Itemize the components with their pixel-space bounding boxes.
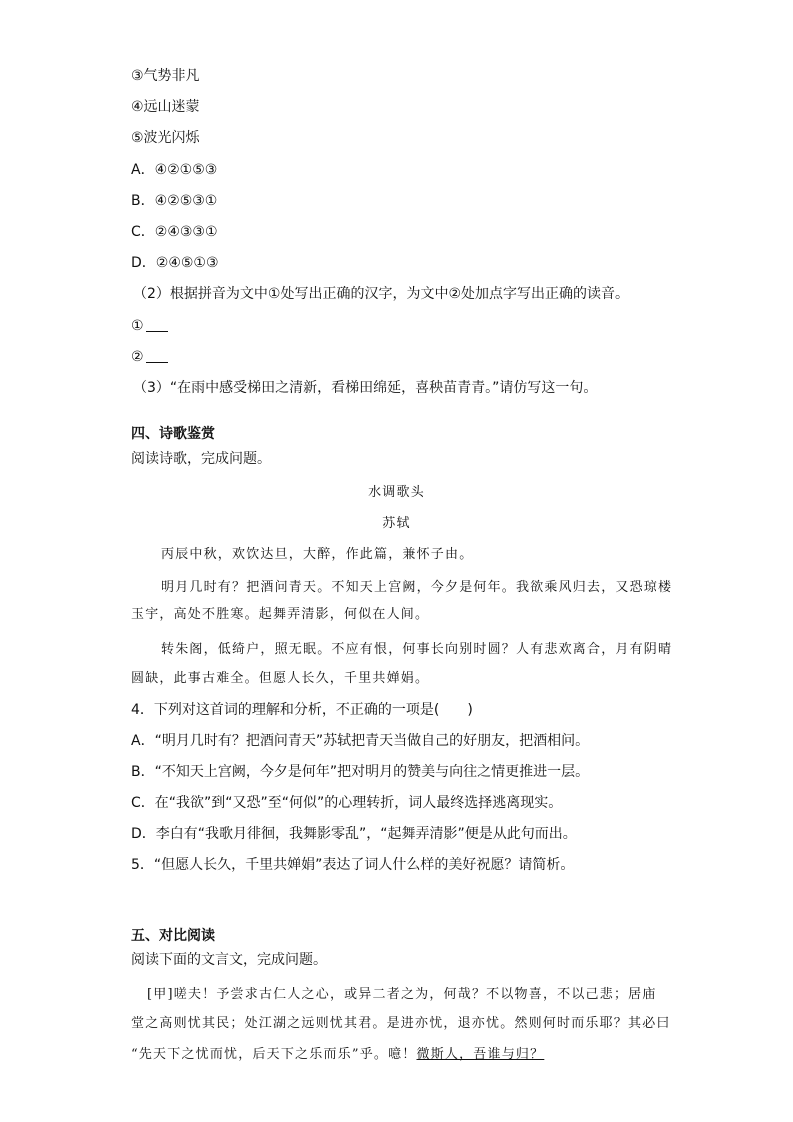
q4-option-c: C．在“我欲”到“又恐”至“何似”的心理转折，词人最终选择逃离现实。	[131, 795, 563, 811]
blank-label: ①	[131, 318, 144, 334]
option-list-item: ④远山迷蒙	[131, 99, 200, 115]
blank-line[interactable]	[146, 317, 168, 332]
q4-option-a: A．“明月几时有？把酒问青天”苏轼把青天当做自己的好朋友，把酒相问。	[131, 733, 590, 749]
classical-text-line-last	[131, 1045, 544, 1065]
classical-text-line: 堂之高则忧其民；处江湖之远则忧其君。是进亦忧，退亦忧。然则何时而乐耶？其必曰	[131, 1016, 671, 1031]
question-4-stem: 4．下列对这首词的理解和分析，不正确的一项是( )	[131, 702, 473, 718]
poem-line: 明月几时有？把酒问青天。不知天上宫阙，今夕是何年。我欲乘风归去，又恐琼楼	[161, 580, 673, 595]
poem-line: 转朱阁，低绮户，照无眠。不应有恨，何事长向别时圆？人有悲欢离合，月有阴晴	[161, 642, 673, 657]
question-3-2: （2）根据拼音为文中①处写出正确的汉字，为文中②处加点字写出正确的读音。	[133, 286, 630, 302]
poem-line: 玉宇，高处不胜寒。起舞弄清影，何似在人间。	[131, 607, 430, 622]
classical-text-span: “先天下之忧而忧，后天下之乐而乐”乎。噫！	[131, 1047, 417, 1062]
option-list-item: ⑤波光闪烁	[131, 130, 200, 146]
blank-line[interactable]	[146, 348, 168, 363]
choice-b: B．④②⑤③①	[131, 193, 218, 209]
section-instruction: 阅读下面的文言文，完成问题。	[131, 952, 327, 968]
choice-a: A．④②①⑤③	[131, 162, 218, 178]
option-list-item: ③气势非凡	[131, 68, 200, 84]
poem-title: 水调歌头	[368, 485, 425, 500]
choice-c: C．②④③③①	[131, 224, 218, 240]
blank-label: ②	[131, 349, 144, 365]
classical-text-line: [甲]嗟夫！予尝求古仁人之心，或异二者之为，何哉？不以物喜，不以己悲；居庙	[147, 987, 657, 1002]
question-3-3: （3）“在雨中感受梯田之清新，看梯田绵延，喜秧苗青青。”请仿写这一句。	[133, 380, 598, 396]
poem-preface: 丙辰中秋，欢饮达旦，大醉，作此篇，兼怀子由。	[161, 547, 474, 562]
choice-d: D．②④⑤①③	[131, 255, 219, 271]
poem-line: 圆缺，此事古难全。但愿人长久，千里共婵娟。	[131, 671, 430, 686]
question-5: 5．“但愿人长久，千里共婵娟”表达了词人什么样的美好祝愿？请简析。	[131, 857, 575, 873]
answer-blank-2	[131, 347, 168, 367]
q4-option-b: B．“不知天上宫阙，今夕是何年”把对明月的赞美与向往之情更推进一层。	[131, 764, 590, 780]
q4-option-d: D．李白有“我歌月徘徊，我舞影零乱”，“起舞弄清影”便是从此句而出。	[131, 826, 577, 842]
section-heading-poetry: 四、诗歌鉴赏	[131, 426, 215, 442]
poem-author: 苏轼	[382, 516, 411, 531]
section-instruction: 阅读诗歌，完成问题。	[131, 451, 271, 467]
underlined-sentence: 微斯人，吾谁与归？	[416, 1047, 545, 1062]
section-heading-comparison: 五、对比阅读	[131, 928, 215, 944]
answer-blank-1	[131, 316, 168, 336]
